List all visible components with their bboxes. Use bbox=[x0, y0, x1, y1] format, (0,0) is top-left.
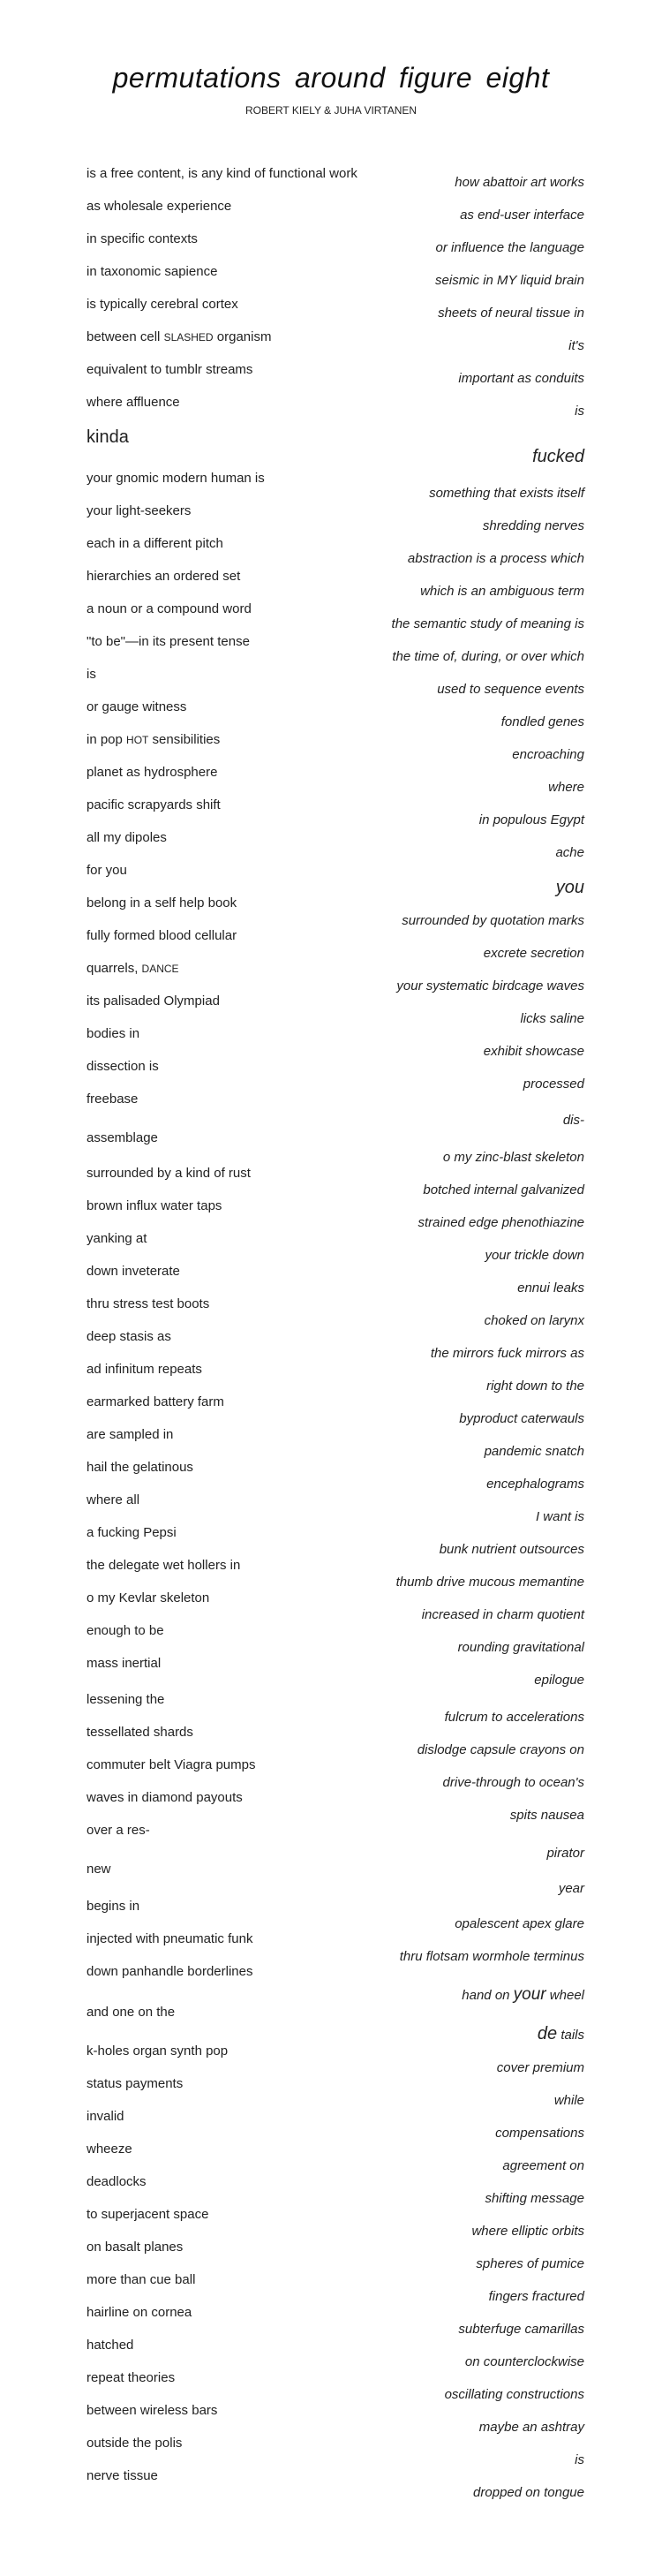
right-line-text: surrounded by quotation marks bbox=[402, 913, 584, 928]
left-line-text: is typically cerebral cortex bbox=[87, 297, 238, 312]
left-line-text: between cell bbox=[87, 329, 164, 344]
right-line bbox=[555, 845, 584, 861]
left-line bbox=[87, 2403, 217, 2419]
right-line-text: which is an ambiguous term bbox=[420, 584, 584, 599]
left-line bbox=[87, 1757, 255, 1773]
left-line bbox=[87, 699, 186, 715]
left-line-text: fully formed blood cellular bbox=[87, 928, 237, 943]
right-line-text: thru flotsam wormhole terminus bbox=[399, 1949, 584, 1964]
right-line-text: botched internal galvanized bbox=[423, 1182, 584, 1197]
right-line bbox=[536, 1509, 584, 1525]
left-line bbox=[87, 1329, 171, 1345]
poem-byline: ROBERT KIELY & JUHA VIRTANEN bbox=[244, 104, 418, 117]
right-line-text: fondled genes bbox=[500, 714, 584, 729]
right-line-text: dis- bbox=[562, 1113, 584, 1128]
right-line bbox=[445, 2387, 584, 2403]
right-line-text: spits nausea bbox=[509, 1808, 584, 1823]
right-line bbox=[485, 1444, 584, 1460]
right-line-text: year bbox=[558, 1881, 584, 1896]
right-line bbox=[431, 1346, 584, 1362]
right-line-text: I want is bbox=[535, 1509, 584, 1524]
right-line bbox=[455, 175, 584, 191]
right-line-text: dropped on tongue bbox=[473, 2485, 584, 2500]
right-line-text: processed bbox=[523, 1076, 584, 1092]
right-line-text: the semantic study of meaning is bbox=[391, 616, 584, 631]
left-line bbox=[87, 264, 217, 280]
right-line bbox=[422, 1607, 584, 1623]
right-line-text: wheel bbox=[545, 1988, 584, 2003]
left-line bbox=[87, 1394, 224, 1410]
left-line-text: HOT bbox=[126, 734, 149, 746]
right-line bbox=[400, 1949, 584, 1965]
right-line bbox=[408, 551, 584, 567]
right-line bbox=[575, 2452, 584, 2468]
left-line-text: organism bbox=[213, 329, 272, 344]
right-line-text: right down to the bbox=[486, 1379, 584, 1394]
right-line-text: used to sequence events bbox=[437, 682, 584, 697]
right-line bbox=[392, 616, 584, 632]
left-line bbox=[87, 166, 357, 182]
left-line-text: hairline on cornea bbox=[87, 2305, 192, 2320]
right-line bbox=[440, 1542, 584, 1558]
left-line bbox=[87, 1059, 159, 1075]
left-line bbox=[87, 2076, 183, 2092]
right-line bbox=[556, 878, 584, 897]
left-line-text: or gauge witness bbox=[87, 699, 187, 714]
right-line bbox=[486, 1379, 584, 1394]
right-line-text: is bbox=[575, 404, 584, 419]
left-line bbox=[87, 362, 252, 378]
left-line-text: earmarked battery farm bbox=[87, 1394, 224, 1409]
left-line bbox=[87, 2207, 208, 2223]
left-line-text: tessellated shards bbox=[87, 1725, 193, 1740]
left-line-text: in taxonomic sapience bbox=[87, 264, 218, 279]
right-line-text: pandemic snatch bbox=[484, 1444, 584, 1459]
right-line-text: seismic in MY liquid brain bbox=[435, 273, 584, 288]
left-line-text: and one on the bbox=[87, 2005, 176, 2020]
left-line bbox=[87, 471, 265, 487]
left-line bbox=[87, 928, 237, 944]
left-line-text: on basalt planes bbox=[87, 2240, 184, 2255]
left-line-text: waves in diamond payouts bbox=[87, 1790, 243, 1805]
left-line bbox=[87, 2109, 124, 2125]
left-line bbox=[87, 2370, 175, 2386]
right-line bbox=[396, 1575, 584, 1590]
left-line bbox=[87, 732, 220, 748]
right-line-text: choked on larynx bbox=[484, 1313, 584, 1328]
left-line-text: your gnomic modern human is bbox=[87, 471, 265, 486]
right-line-text: rounding gravitational bbox=[457, 1640, 584, 1655]
right-line bbox=[429, 486, 584, 502]
right-line bbox=[520, 1011, 584, 1027]
left-line-text: freebase bbox=[87, 1092, 139, 1107]
left-line bbox=[87, 1264, 180, 1280]
left-line bbox=[87, 830, 167, 846]
right-line-text: cover premium bbox=[496, 2060, 584, 2075]
right-line-text: exhibit showcase bbox=[483, 1044, 584, 1059]
right-line bbox=[396, 978, 584, 994]
left-line bbox=[87, 199, 231, 215]
right-line bbox=[501, 714, 584, 730]
right-line-text: excrete secretion bbox=[483, 946, 584, 961]
right-line-text: encroaching bbox=[512, 747, 584, 762]
left-line-text: sensibilities bbox=[148, 732, 221, 747]
left-line bbox=[87, 1492, 139, 1508]
left-line-text: deep stasis as bbox=[87, 1329, 171, 1344]
left-line bbox=[87, 2436, 182, 2451]
right-line bbox=[462, 1987, 584, 2004]
left-line-text: kinda bbox=[87, 427, 129, 447]
right-line-text: abstraction is a process which bbox=[407, 551, 584, 566]
right-line bbox=[559, 1881, 584, 1897]
left-line-text: thru stress test boots bbox=[87, 1296, 210, 1311]
left-line bbox=[87, 765, 217, 781]
left-line-text: all my dipoles bbox=[87, 830, 167, 845]
right-line bbox=[485, 2191, 584, 2207]
left-line bbox=[87, 569, 240, 585]
right-line-text: tails bbox=[557, 2028, 584, 2043]
left-line-text: k-holes organ synth pop bbox=[87, 2043, 229, 2059]
right-line bbox=[443, 1775, 584, 1791]
left-line bbox=[87, 2240, 183, 2255]
right-line-text: epilogue bbox=[534, 1673, 584, 1688]
left-line-text: bodies in bbox=[87, 1026, 140, 1041]
right-line-text: something that exists itself bbox=[429, 486, 584, 501]
left-line-text: each in a different pitch bbox=[87, 536, 223, 551]
left-line-text: nerve tissue bbox=[87, 2468, 158, 2483]
right-line-text: shredding nerves bbox=[482, 518, 584, 533]
right-line bbox=[502, 2158, 584, 2174]
left-line-text: down panhandle borderlines bbox=[87, 1964, 253, 1979]
right-line bbox=[420, 584, 584, 600]
right-line bbox=[532, 447, 584, 466]
left-line bbox=[87, 1862, 111, 1877]
left-line-text: more than cue ball bbox=[87, 2272, 196, 2287]
right-line bbox=[473, 2485, 584, 2501]
right-line bbox=[538, 2026, 584, 2043]
right-line-text: encephalograms bbox=[486, 1477, 584, 1492]
left-line bbox=[87, 2142, 132, 2157]
right-line bbox=[510, 1808, 584, 1824]
right-line bbox=[479, 2420, 584, 2436]
right-line bbox=[459, 1411, 584, 1427]
left-line bbox=[87, 536, 223, 552]
right-line-text: fucked bbox=[532, 447, 584, 466]
left-line bbox=[87, 667, 96, 683]
left-line bbox=[87, 1525, 177, 1541]
left-line-text: where all bbox=[87, 1492, 140, 1507]
left-line-text: invalid bbox=[87, 2109, 124, 2124]
right-line bbox=[495, 2126, 584, 2142]
left-line bbox=[87, 863, 127, 879]
right-line bbox=[512, 747, 584, 763]
right-line bbox=[484, 1044, 584, 1060]
left-line-text: where affluence bbox=[87, 395, 180, 410]
right-line-text: dislodge capsule crayons on bbox=[417, 1742, 584, 1757]
right-line-text: you bbox=[555, 878, 584, 897]
right-line bbox=[517, 1280, 584, 1296]
right-line-text: byproduct caterwauls bbox=[459, 1411, 584, 1426]
right-line-text: your trickle down bbox=[485, 1248, 584, 1263]
right-line bbox=[575, 404, 584, 419]
left-line-text: are sampled in bbox=[87, 1427, 174, 1442]
right-line-text: in populous Egypt bbox=[478, 812, 584, 827]
left-line bbox=[87, 895, 237, 911]
right-line bbox=[489, 2289, 584, 2305]
right-line-text: maybe an ashtray bbox=[478, 2420, 584, 2435]
left-line-text: hail the gelatinous bbox=[87, 1460, 193, 1475]
right-line bbox=[445, 1710, 584, 1726]
right-line bbox=[546, 1846, 584, 1862]
right-line bbox=[460, 208, 584, 223]
right-line bbox=[458, 1640, 584, 1656]
left-line bbox=[87, 1656, 161, 1672]
right-line-text: spheres of pumice bbox=[476, 2256, 584, 2271]
right-line bbox=[455, 1916, 584, 1932]
right-line-text: your bbox=[513, 1985, 546, 2004]
left-line-text: belong in a self help book bbox=[87, 895, 237, 910]
right-line bbox=[402, 913, 584, 929]
right-line-text: shifting message bbox=[485, 2191, 584, 2206]
left-line-text: the delegate wet hollers in bbox=[87, 1558, 241, 1573]
right-line-text: licks saline bbox=[520, 1011, 584, 1026]
left-line-text: hatched bbox=[87, 2338, 134, 2353]
left-line-text: your light-seekers bbox=[87, 503, 192, 518]
left-line-text: between wireless bars bbox=[87, 2403, 218, 2418]
right-line bbox=[486, 1477, 584, 1492]
left-line bbox=[87, 1899, 139, 1915]
right-line-text: subterfuge camarillas bbox=[458, 2322, 584, 2337]
right-line-text: or influence the language bbox=[435, 240, 584, 255]
right-line-text: where elliptic orbits bbox=[471, 2224, 584, 2239]
left-line bbox=[87, 1166, 251, 1182]
left-line-text: a noun or a compound word bbox=[87, 601, 252, 616]
right-line bbox=[497, 2060, 584, 2076]
right-line bbox=[435, 273, 584, 289]
left-line-text: dissection is bbox=[87, 1059, 159, 1074]
right-line-text: it's bbox=[568, 338, 584, 353]
right-line-text: drive-through to ocean's bbox=[442, 1775, 584, 1790]
left-line bbox=[87, 1092, 138, 1107]
right-line bbox=[458, 371, 584, 387]
right-line bbox=[465, 2354, 584, 2370]
right-line bbox=[568, 338, 584, 354]
left-line-text: is bbox=[87, 667, 96, 682]
right-line-text: agreement on bbox=[502, 2158, 584, 2173]
left-line-text: lessening the bbox=[87, 1692, 165, 1707]
right-line-text: hand on bbox=[462, 1988, 514, 2003]
left-line-text: ad infinitum repeats bbox=[87, 1362, 202, 1377]
left-line bbox=[87, 427, 129, 447]
right-line-text: the time of, during, or over which bbox=[392, 649, 584, 664]
left-line-text: in pop bbox=[87, 732, 127, 747]
left-line bbox=[87, 395, 180, 411]
left-line-text: injected with pneumatic funk bbox=[87, 1931, 253, 1946]
left-line-text: o my Kevlar skeleton bbox=[87, 1590, 210, 1605]
left-line bbox=[87, 1823, 150, 1839]
left-line bbox=[87, 1231, 147, 1247]
left-line bbox=[87, 1130, 158, 1146]
left-line bbox=[87, 2272, 195, 2288]
right-line bbox=[423, 1182, 584, 1198]
right-line-text: pirator bbox=[546, 1846, 584, 1861]
left-line bbox=[87, 1790, 243, 1806]
right-line-text: on counterclockwise bbox=[464, 2354, 584, 2369]
right-line bbox=[458, 2322, 584, 2338]
left-line bbox=[87, 1460, 193, 1476]
right-line-text: bunk nutrient outsources bbox=[439, 1542, 584, 1557]
right-line-text: ache bbox=[555, 845, 584, 860]
right-line-text: ennui leaks bbox=[517, 1280, 584, 1296]
left-line-text: in specific contexts bbox=[87, 231, 198, 246]
left-line bbox=[87, 1296, 209, 1312]
right-line bbox=[479, 812, 584, 828]
right-line-text: fingers fractured bbox=[488, 2289, 584, 2304]
left-line bbox=[87, 1198, 222, 1214]
left-line-text: assemblage bbox=[87, 1130, 158, 1145]
right-line-text: where bbox=[548, 780, 584, 795]
right-line bbox=[563, 1113, 584, 1129]
right-line bbox=[554, 2093, 584, 2109]
right-line bbox=[418, 1742, 584, 1758]
right-line bbox=[418, 1215, 584, 1231]
left-line-text: yanking at bbox=[87, 1231, 147, 1246]
left-line bbox=[87, 2338, 133, 2353]
left-line-text: repeat theories bbox=[87, 2370, 176, 2385]
right-line-text: opalescent apex glare bbox=[455, 1916, 584, 1931]
left-line-text: DANCE bbox=[141, 963, 179, 975]
left-line-text: "to be"—in its present tense bbox=[87, 634, 250, 649]
left-line bbox=[87, 2174, 147, 2190]
right-line bbox=[534, 1673, 584, 1688]
left-line bbox=[87, 503, 191, 519]
right-line-text: thumb drive mucous memantine bbox=[395, 1575, 584, 1590]
right-line bbox=[485, 1248, 584, 1264]
right-line bbox=[483, 518, 584, 534]
left-line bbox=[87, 329, 271, 345]
left-line bbox=[87, 2005, 175, 2021]
left-line-text: over a res- bbox=[87, 1823, 150, 1838]
right-line bbox=[392, 649, 584, 665]
left-line bbox=[87, 1725, 193, 1741]
poem-title: permutations around figure eight bbox=[112, 62, 550, 94]
left-line-text: commuter belt Viagra pumps bbox=[87, 1757, 256, 1772]
left-line bbox=[87, 1558, 240, 1574]
left-line-text: pacific scrapyards shift bbox=[87, 797, 221, 812]
left-line bbox=[87, 1964, 252, 1980]
right-line-text: compensations bbox=[495, 2126, 584, 2141]
left-line bbox=[87, 297, 238, 313]
left-line-text: to superjacent space bbox=[87, 2207, 209, 2222]
left-line-text: quarrels, bbox=[87, 961, 142, 976]
left-line-text: down inveterate bbox=[87, 1264, 180, 1279]
right-line bbox=[437, 682, 584, 698]
left-line bbox=[87, 2305, 192, 2321]
left-line bbox=[87, 2468, 158, 2484]
left-line bbox=[87, 2043, 228, 2059]
right-line-text: is bbox=[575, 2452, 584, 2467]
left-line bbox=[87, 601, 252, 617]
left-line bbox=[87, 961, 179, 977]
left-line-text: planet as hydrosphere bbox=[87, 765, 218, 780]
left-line-text: mass inertial bbox=[87, 1656, 162, 1671]
left-line-text: brown influx water taps bbox=[87, 1198, 222, 1213]
right-line-text: oscillating constructions bbox=[444, 2387, 584, 2402]
right-line-text: increased in charm quotient bbox=[421, 1607, 584, 1622]
left-line-text: hierarchies an ordered set bbox=[87, 569, 241, 584]
left-line bbox=[87, 634, 250, 650]
left-line bbox=[87, 1692, 164, 1708]
right-line-text: the mirrors fuck mirrors as bbox=[430, 1346, 584, 1361]
right-line-text: o my zinc-blast skeleton bbox=[442, 1150, 584, 1165]
right-line bbox=[476, 2256, 584, 2272]
left-line bbox=[87, 797, 221, 813]
right-line-text: de bbox=[537, 2024, 558, 2043]
left-line-text: wheeze bbox=[87, 2142, 132, 2157]
left-line-text: enough to be bbox=[87, 1623, 164, 1638]
left-line-text: outside the polis bbox=[87, 2436, 183, 2451]
right-line bbox=[438, 306, 584, 321]
right-line bbox=[443, 1150, 584, 1166]
right-line-text: your systematic birdcage waves bbox=[396, 978, 584, 993]
left-line bbox=[87, 993, 220, 1009]
right-line-text: sheets of neural tissue in bbox=[438, 306, 584, 321]
right-line-text: while bbox=[553, 2093, 584, 2108]
left-line bbox=[87, 1590, 209, 1606]
left-line-text: deadlocks bbox=[87, 2174, 147, 2189]
left-line-text: surrounded by a kind of rust bbox=[87, 1166, 251, 1181]
right-line bbox=[436, 240, 584, 256]
left-line bbox=[87, 1026, 139, 1042]
left-line bbox=[87, 1362, 202, 1378]
left-line-text: is a free content, is any kind of functional work bbox=[87, 166, 357, 181]
right-line bbox=[485, 1313, 584, 1329]
left-line bbox=[87, 1623, 164, 1639]
left-line bbox=[87, 1931, 252, 1947]
left-line-text: as wholesale experience bbox=[87, 199, 232, 214]
right-line bbox=[523, 1076, 584, 1092]
left-line-text: a fucking Pepsi bbox=[87, 1525, 177, 1540]
left-line-text: begins in bbox=[87, 1899, 140, 1914]
left-line-text: for you bbox=[87, 863, 127, 878]
right-line-text: as end-user interface bbox=[460, 208, 584, 223]
right-line-text: fulcrum to accelerations bbox=[444, 1710, 584, 1725]
left-line-text: status payments bbox=[87, 2076, 184, 2091]
left-line-text: SLASHED bbox=[163, 331, 214, 344]
right-line-text: strained edge phenothiazine bbox=[418, 1215, 584, 1230]
left-line bbox=[87, 1427, 173, 1443]
left-line bbox=[87, 231, 198, 247]
right-line bbox=[484, 946, 584, 962]
right-line-text: important as conduits bbox=[458, 371, 584, 386]
left-line-text: its palisaded Olympiad bbox=[87, 993, 220, 1008]
left-line-text: equivalent to tumblr streams bbox=[87, 362, 253, 377]
right-line bbox=[471, 2224, 584, 2240]
left-line-text: new bbox=[87, 1862, 111, 1877]
right-line-text: how abattoir art works bbox=[455, 175, 584, 190]
right-line bbox=[548, 780, 584, 796]
